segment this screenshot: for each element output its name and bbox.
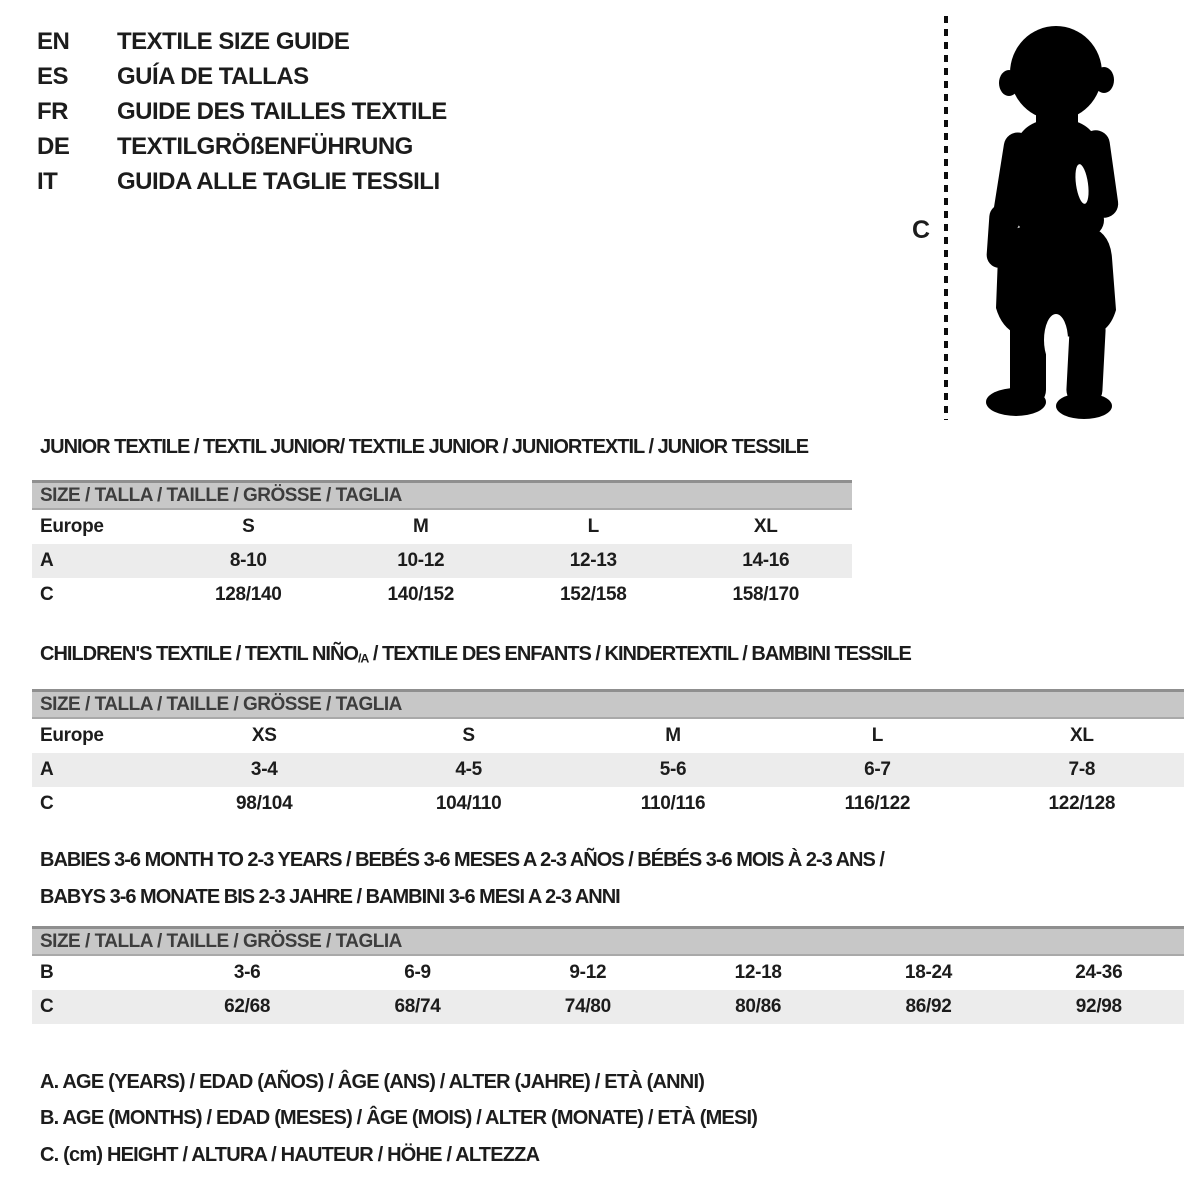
children-title-text: / TEXTILE DES ENFANTS / KINDERTEXTIL / BAMBINI TESSILE [368, 643, 911, 665]
lang-row-fr [37, 94, 447, 129]
size-cell: 9-12 [569, 962, 607, 983]
guide-title-en: TEXTILE SIZE GUIDE [117, 27, 350, 55]
table-row [32, 956, 1184, 990]
size-cell: L [587, 516, 599, 537]
size-cell: 5-6 [659, 759, 687, 780]
row-label: Europe [40, 725, 104, 746]
size-cell: 68/74 [394, 996, 441, 1017]
junior-section-title: JUNIOR TEXTILE / TEXTIL JUNIOR/ TEXTILE JUNIOR / JUNIORTEXTIL / JUNIOR TESSILE [40, 436, 809, 458]
guide-title-es: GUÍA DE TALLAS [117, 62, 309, 90]
babies-size-header-bar: SIZE / TALLA / TAILLE / GRÖSSE / TAGLIA [32, 926, 1184, 956]
table-row [32, 753, 1184, 787]
size-cell: S [242, 516, 255, 537]
lang-code: FR [37, 97, 68, 125]
lang-code: DE [37, 132, 70, 160]
height-measure-label: C [912, 216, 931, 244]
children-title-subscript: /A [357, 651, 369, 666]
row-label: Europe [40, 516, 104, 537]
size-cell: XL [1069, 725, 1094, 746]
size-cell: 14-16 [742, 550, 790, 571]
size-cell: 7-8 [1068, 759, 1096, 780]
size-cell: 80/86 [735, 996, 782, 1017]
size-cell: L [871, 725, 884, 746]
junior-size-table [32, 480, 852, 612]
language-title-list [37, 24, 447, 199]
lang-row-de [37, 129, 447, 164]
babies-title-line2: BABYS 3-6 MONATE BIS 2-3 JAHRE / BAMBINI 3-6 MESI A 2-3 ANNI [40, 886, 620, 908]
size-cell: 122/128 [1048, 793, 1116, 814]
size-cell: 92/98 [1075, 996, 1122, 1017]
toddler-silhouette-icon [958, 20, 1150, 422]
table-row [32, 787, 1184, 821]
size-cell: 158/170 [732, 584, 800, 605]
size-cell: 140/152 [387, 584, 455, 605]
size-cell: 116/122 [844, 793, 911, 814]
table-row [32, 578, 852, 612]
size-cell: XL [753, 516, 778, 537]
size-cell: S [462, 725, 475, 746]
row-label: A [40, 759, 54, 780]
guide-title-de: TEXTILGRÖßENFÜHRUNG [117, 132, 413, 160]
size-cell: 12-18 [734, 962, 782, 983]
babies-section-title [40, 842, 884, 916]
lang-row-it [37, 164, 447, 199]
size-cell: 10-12 [397, 550, 445, 571]
children-title-text: CHILDREN'S TEXTILE / TEXTIL NIÑO [40, 643, 358, 665]
size-cell: 6-9 [404, 962, 431, 983]
size-cell: 6-7 [864, 759, 891, 780]
table-row [32, 544, 852, 578]
size-cell: 110/116 [640, 793, 706, 814]
table-row [32, 990, 1184, 1024]
children-size-header-bar: SIZE / TALLA / TAILLE / GRÖSSE / TAGLIA [32, 689, 1184, 719]
lang-row-es [37, 59, 447, 94]
size-cell: 3-4 [250, 759, 278, 780]
size-cell: M [412, 516, 429, 537]
babies-size-table [32, 926, 1184, 1024]
size-cell: 12-13 [569, 550, 617, 571]
lang-code: EN [37, 27, 70, 55]
row-label: C [40, 793, 54, 814]
table-row [32, 719, 1184, 753]
size-cell: 74/80 [564, 996, 611, 1017]
row-label: C [40, 584, 54, 605]
size-cell: 98/104 [236, 793, 293, 814]
junior-size-header-bar: SIZE / TALLA / TAILLE / GRÖSSE / TAGLIA [32, 480, 852, 510]
size-cell: 62/68 [224, 996, 271, 1017]
size-cell: 152/158 [559, 584, 627, 605]
guide-title-fr: GUIDE DES TAILLES TEXTILE [117, 97, 447, 125]
height-measure-figure [900, 10, 1200, 428]
size-cell: 86/92 [905, 996, 952, 1017]
height-measure-dashed-line [944, 16, 948, 420]
size-cell: 104/110 [435, 793, 502, 814]
size-cell: 24-36 [1075, 962, 1123, 983]
legend-line-a: A. AGE (YEARS) / EDAD (AÑOS) / ÂGE (ANS) / ALTER (JAHRE) / ETÀ (ANNI) [40, 1070, 705, 1093]
row-label: C [40, 996, 54, 1017]
lang-code: ES [37, 62, 69, 90]
row-label: A [40, 550, 54, 571]
guide-title-it: GUIDA ALLE TAGLIE TESSILI [117, 167, 440, 195]
size-cell: XS [251, 725, 277, 746]
babies-title-line1: BABIES 3-6 MONTH TO 2-3 YEARS / BEBÉS 3-6 MESES A 2-3 AÑOS / BÉBÉS 3-6 MOIS À 2-3 ANS / [40, 849, 884, 871]
size-cell: 4-5 [455, 759, 482, 780]
children-section-title [40, 643, 911, 666]
lang-row-en [37, 24, 447, 59]
size-cell: 8-10 [229, 550, 267, 571]
table-row [32, 510, 852, 544]
size-cell: 3-6 [233, 962, 261, 983]
measurement-legend [40, 1064, 757, 1174]
legend-line-c: C. (cm) HEIGHT / ALTURA / HAUTEUR / HÖHE / ALTEZZA [40, 1143, 540, 1166]
lang-code: IT [37, 167, 58, 195]
legend-line-b: B. AGE (MONTHS) / EDAD (MESES) / ÂGE (MOIS) / ALTER (MONATE) / ETÀ (MESI) [40, 1107, 758, 1130]
row-label: B [40, 962, 54, 983]
size-cell: 18-24 [904, 962, 953, 983]
children-size-table [32, 689, 1184, 821]
size-cell: M [665, 725, 681, 746]
size-cell: 128/140 [214, 584, 282, 605]
